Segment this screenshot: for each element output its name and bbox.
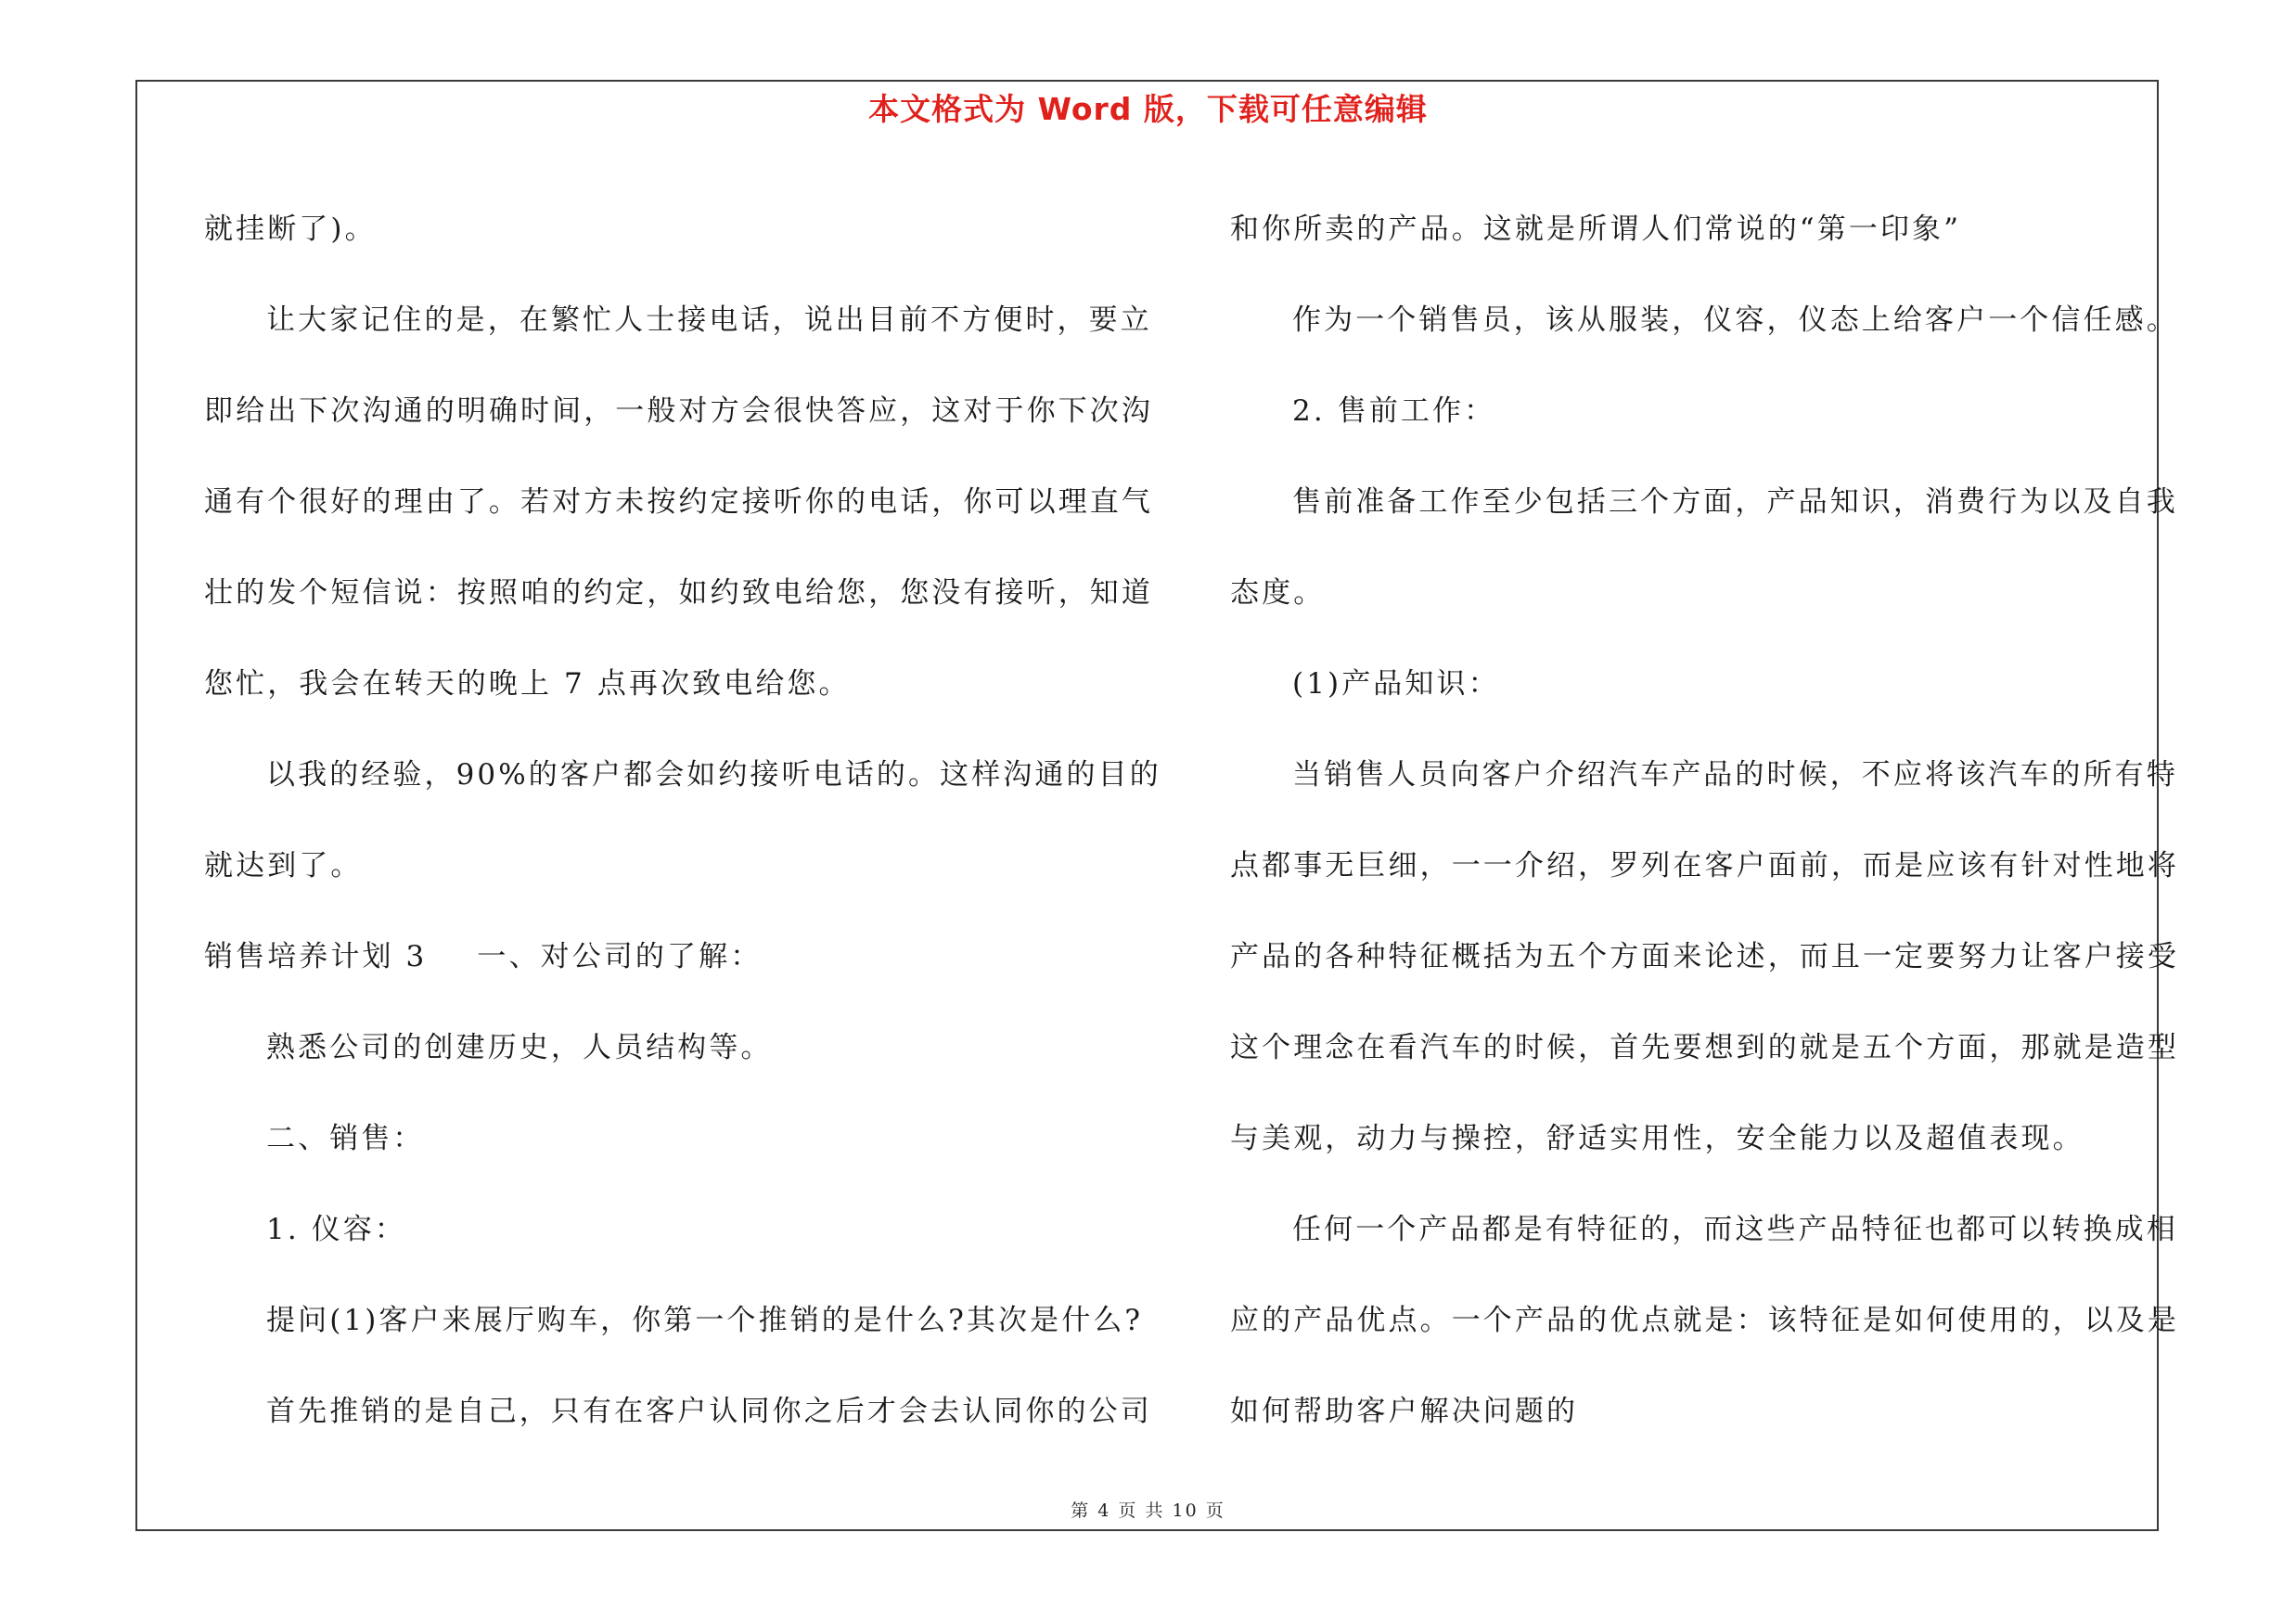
paragraph-line: 二、销售： [266, 1122, 425, 1155]
paragraph-line: 熟悉公司的创建历史，人员结构等。 [266, 1031, 773, 1064]
paragraph-line: 点都事无巨细，一一介绍，罗列在客户面前，而是应该有针对性地将 [1230, 849, 2179, 882]
paragraph-line: 让大家记住的是，在繁忙人士接电话，说出目前不方便时，要立 [266, 303, 1152, 337]
paragraph-line: 应的产品优点。一个产品的优点就是：该特征是如何使用的，以及是 [1230, 1304, 2179, 1337]
paragraph-line: 就达到了。 [204, 849, 363, 882]
paragraph-line: 当销售人员向客户介绍汽车产品的时候，不应将该汽车的所有特 [1292, 758, 2178, 792]
paragraph-line: 以我的经验，90%的客户都会如约接听电话的。这样沟通的目的 [266, 758, 1161, 792]
paragraph-line: 首先推销的是自己，只有在客户认同你之后才会去认同你的公司 [266, 1395, 1152, 1428]
paragraph-line: 提问(1)客户来展厅购车，你第一个推销的是什么?其次是什么? [266, 1304, 1144, 1337]
section-subheading: 一、对公司的了解： [477, 940, 763, 973]
section-title: 销售培养计划 3 [204, 940, 428, 973]
page-number: 第 4 页 共 10 页 [1071, 1501, 1225, 1521]
paragraph-line: 态度。 [1230, 576, 1326, 610]
paragraph-line: 售前准备工作至少包括三个方面，产品知识，消费行为以及自我 [1292, 485, 2178, 519]
paragraph-line: 如何帮助客户解决问题的 [1230, 1395, 1579, 1428]
paragraph-line: 通有个很好的理由了。若对方未按约定接听你的电话，你可以理直气 [204, 485, 1153, 519]
paragraph-line: 任何一个产品都是有特征的，而这些产品特征也都可以转换成相 [1292, 1213, 2178, 1246]
paragraph-line: 就挂断了)。 [204, 213, 377, 246]
paragraph-line: 即给出下次沟通的明确时间，一般对方会很快答应，这对于你下次沟 [204, 394, 1153, 428]
section-heading-line [204, 911, 1132, 1002]
paragraph-line: 2. 售前工作： [1292, 394, 1496, 428]
right-column [1230, 184, 2179, 1457]
paragraph-line: (1)产品知识： [1292, 667, 1500, 701]
left-column [204, 184, 1161, 1457]
paragraph-line: 这个理念在看汽车的时候，首先要想到的就是五个方面，那就是造型 [1230, 1031, 2179, 1064]
paragraph-line: 和你所卖的产品。这就是所谓人们常说的“第一印象” [1230, 213, 1962, 246]
paragraph-line: 作为一个销售员，该从服装，仪容，仪态上给客户一个信任感。 [1292, 303, 2178, 337]
paragraph-line: 1. 仪容： [266, 1213, 407, 1246]
paragraph-line: 您忙，我会在转天的晚上 7 点再次致电给您。 [204, 667, 851, 701]
word-format-banner: 本文格式为 Word 版，下载可任意编辑 [868, 91, 1428, 127]
paragraph-line: 壮的发个短信说：按照咱的约定，如约致电给您，您没有接听，知道 [204, 576, 1153, 610]
paragraph-line: 与美观，动力与操控，舒适实用性，安全能力以及超值表现。 [1230, 1122, 2084, 1155]
paragraph-line: 产品的各种特征概括为五个方面来论述，而且一定要努力让客户接受 [1230, 940, 2179, 973]
